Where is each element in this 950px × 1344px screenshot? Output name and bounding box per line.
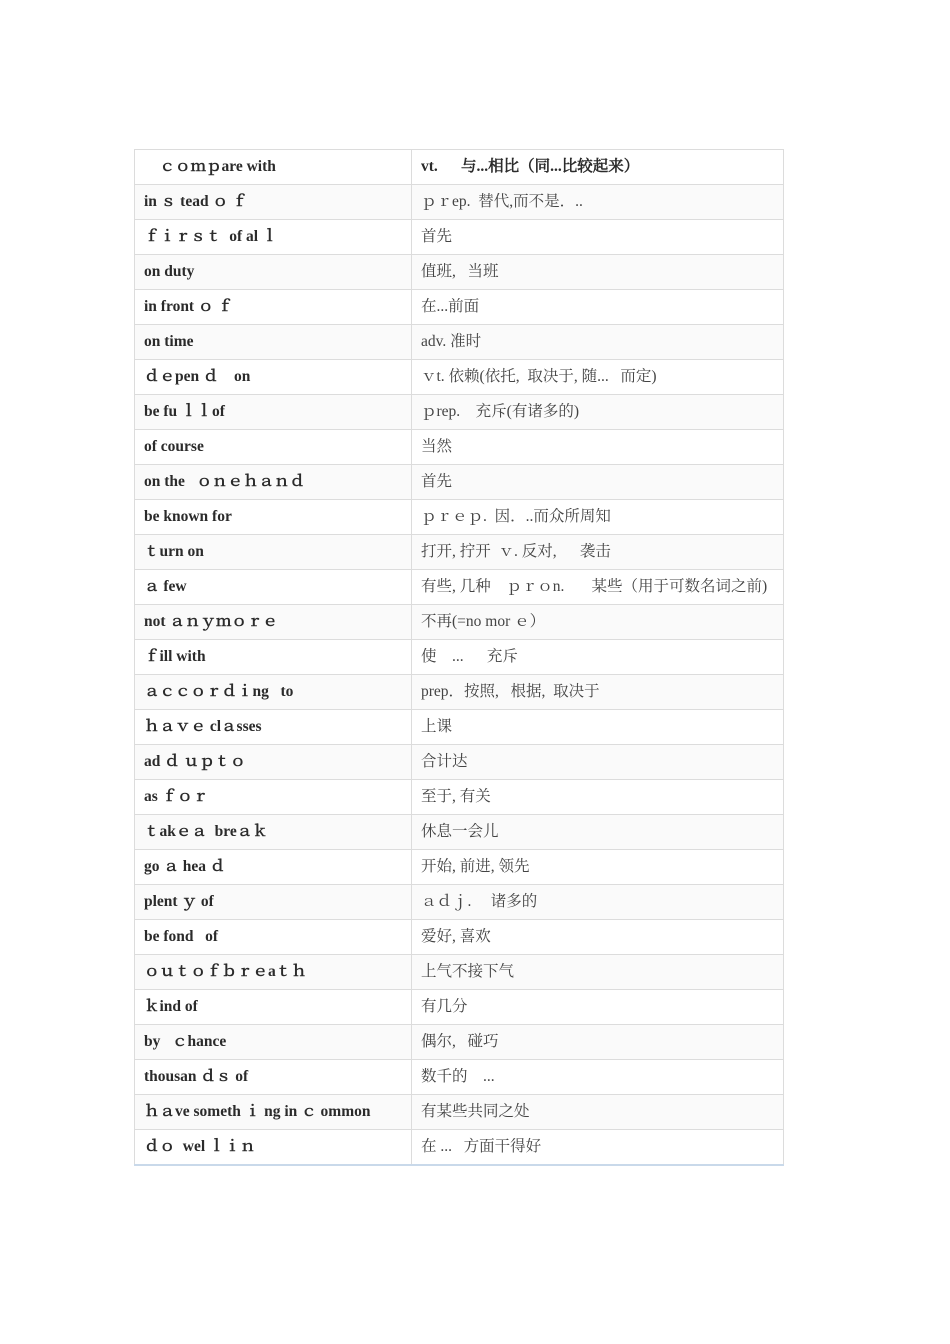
phrase-cell: ｄｅpen ｄ on xyxy=(135,360,412,395)
meaning-cell: 合计达 xyxy=(412,745,784,780)
phrase-cell: ｈａve someth ｉ ng in ｃ ommon xyxy=(135,1095,412,1130)
meaning-cell: 上课 xyxy=(412,710,784,745)
table-row xyxy=(135,605,784,640)
phrase-cell: of course xyxy=(135,430,412,465)
table-row xyxy=(135,220,784,255)
meaning-cell: adv. 准时 xyxy=(412,325,784,360)
phrase-cell: ａｃｃｏｒｄｉng to xyxy=(135,675,412,710)
phrase-cell: on the ｏｎｅｈａｎｄ xyxy=(135,465,412,500)
phrase-cell: not ａｎｙｍｏｒｅ xyxy=(135,605,412,640)
table-row xyxy=(135,290,784,325)
table-row xyxy=(135,465,784,500)
phrase-cell: thousan ｄｓ of xyxy=(135,1060,412,1095)
table-row xyxy=(135,780,784,815)
phrase-cell: go ａ hea ｄ xyxy=(135,850,412,885)
meaning-cell: 有某些共同之处 xyxy=(412,1095,784,1130)
phrase-cell: as ｆｏｒ xyxy=(135,780,412,815)
table-row xyxy=(135,990,784,1025)
table-row xyxy=(135,430,784,465)
meaning-cell: 有些, 几种 ｐｒｏn. 某些（用于可数名词之前) xyxy=(412,570,784,605)
phrase-cell: in ｓ tead ｏ ｆ xyxy=(135,185,412,220)
meaning-cell: ｖt. 依赖(依托, 取决于, 随... 而定) xyxy=(412,360,784,395)
table-row xyxy=(135,815,784,850)
meaning-cell: ａｄｊ. 诸多的 xyxy=(412,885,784,920)
table-row xyxy=(135,150,784,185)
phrase-cell: on duty xyxy=(135,255,412,290)
meaning-cell: 上气不接下气 xyxy=(412,955,784,990)
table-row xyxy=(135,1130,784,1166)
phrase-cell: ｋind of xyxy=(135,990,412,1025)
phrase-cell: ｆill with xyxy=(135,640,412,675)
phrase-cell: on time xyxy=(135,325,412,360)
meaning-cell: 开始, 前进, 领先 xyxy=(412,850,784,885)
meaning-cell: 当然 xyxy=(412,430,784,465)
meaning-cell: 偶尔, 碰巧 xyxy=(412,1025,784,1060)
table-row xyxy=(135,955,784,990)
phrase-cell: be fond of xyxy=(135,920,412,955)
phrase-cell: ad ｄ ｕｐｔｏ xyxy=(135,745,412,780)
phrase-cell: ｈａｖｅ clａsses xyxy=(135,710,412,745)
table-row xyxy=(135,1060,784,1095)
table-row xyxy=(135,325,784,360)
phrase-cell: in front ｏ ｆ xyxy=(135,290,412,325)
table-row xyxy=(135,395,784,430)
phrase-cell: ｔurn on xyxy=(135,535,412,570)
table-row xyxy=(135,570,784,605)
table-row xyxy=(135,640,784,675)
phrase-cell: be fu ｌｌof xyxy=(135,395,412,430)
meaning-cell: 首先 xyxy=(412,220,784,255)
phrase-cell: by ｃhance xyxy=(135,1025,412,1060)
meaning-cell: 至于, 有关 xyxy=(412,780,784,815)
meaning-cell: 在...前面 xyxy=(412,290,784,325)
meaning-cell: 使 ... 充斥 xyxy=(412,640,784,675)
phrase-cell: plent ｙ of xyxy=(135,885,412,920)
meaning-cell: 值班, 当班 xyxy=(412,255,784,290)
meaning-cell: ｐｒｅｐ. 因．..而众所周知 xyxy=(412,500,784,535)
meaning-cell: ｐｒep. 替代,而不是．.. xyxy=(412,185,784,220)
meaning-cell: 在 ... 方面干得好 xyxy=(412,1130,784,1166)
table-row xyxy=(135,1025,784,1060)
meaning-cell: 打开, 拧开 ｖ. 反对, 袭击 xyxy=(412,535,784,570)
meaning-cell: prep．按照, 根据, 取决于 xyxy=(412,675,784,710)
meaning-cell: 休息一会儿 xyxy=(412,815,784,850)
meaning-cell: vt. 与...相比（同...比较起来） xyxy=(412,150,784,185)
phrase-cell: ａ few xyxy=(135,570,412,605)
table-row xyxy=(135,710,784,745)
table-row xyxy=(135,920,784,955)
meaning-cell: 爱好, 喜欢 xyxy=(412,920,784,955)
table-row xyxy=(135,885,784,920)
table-row xyxy=(135,1095,784,1130)
phrase-cell: ｃｏｍｐare with xyxy=(135,150,412,185)
phrase-cell: ｄｏ wel ｌｉｎ xyxy=(135,1130,412,1166)
phrase-cell: ｔakｅａ breａｋ xyxy=(135,815,412,850)
meaning-cell: 数千的 ... xyxy=(412,1060,784,1095)
meaning-cell: 不再(=no mor ｅ） xyxy=(412,605,784,640)
table-row xyxy=(135,360,784,395)
phrase-cell: ｏｕｔｏｆｂｒｅaｔｈ xyxy=(135,955,412,990)
table-row xyxy=(135,745,784,780)
table-row xyxy=(135,675,784,710)
vocabulary-table xyxy=(134,149,784,1166)
meaning-cell: 有几分 xyxy=(412,990,784,1025)
table-row xyxy=(135,500,784,535)
meaning-cell: ｐrep. 充斥(有诸多的) xyxy=(412,395,784,430)
phrase-cell: ｆｉｒｓｔ of al ｌ xyxy=(135,220,412,255)
table-row xyxy=(135,535,784,570)
table-row xyxy=(135,185,784,220)
table-row xyxy=(135,255,784,290)
meaning-cell: 首先 xyxy=(412,465,784,500)
table-row xyxy=(135,850,784,885)
phrase-cell: be known for xyxy=(135,500,412,535)
